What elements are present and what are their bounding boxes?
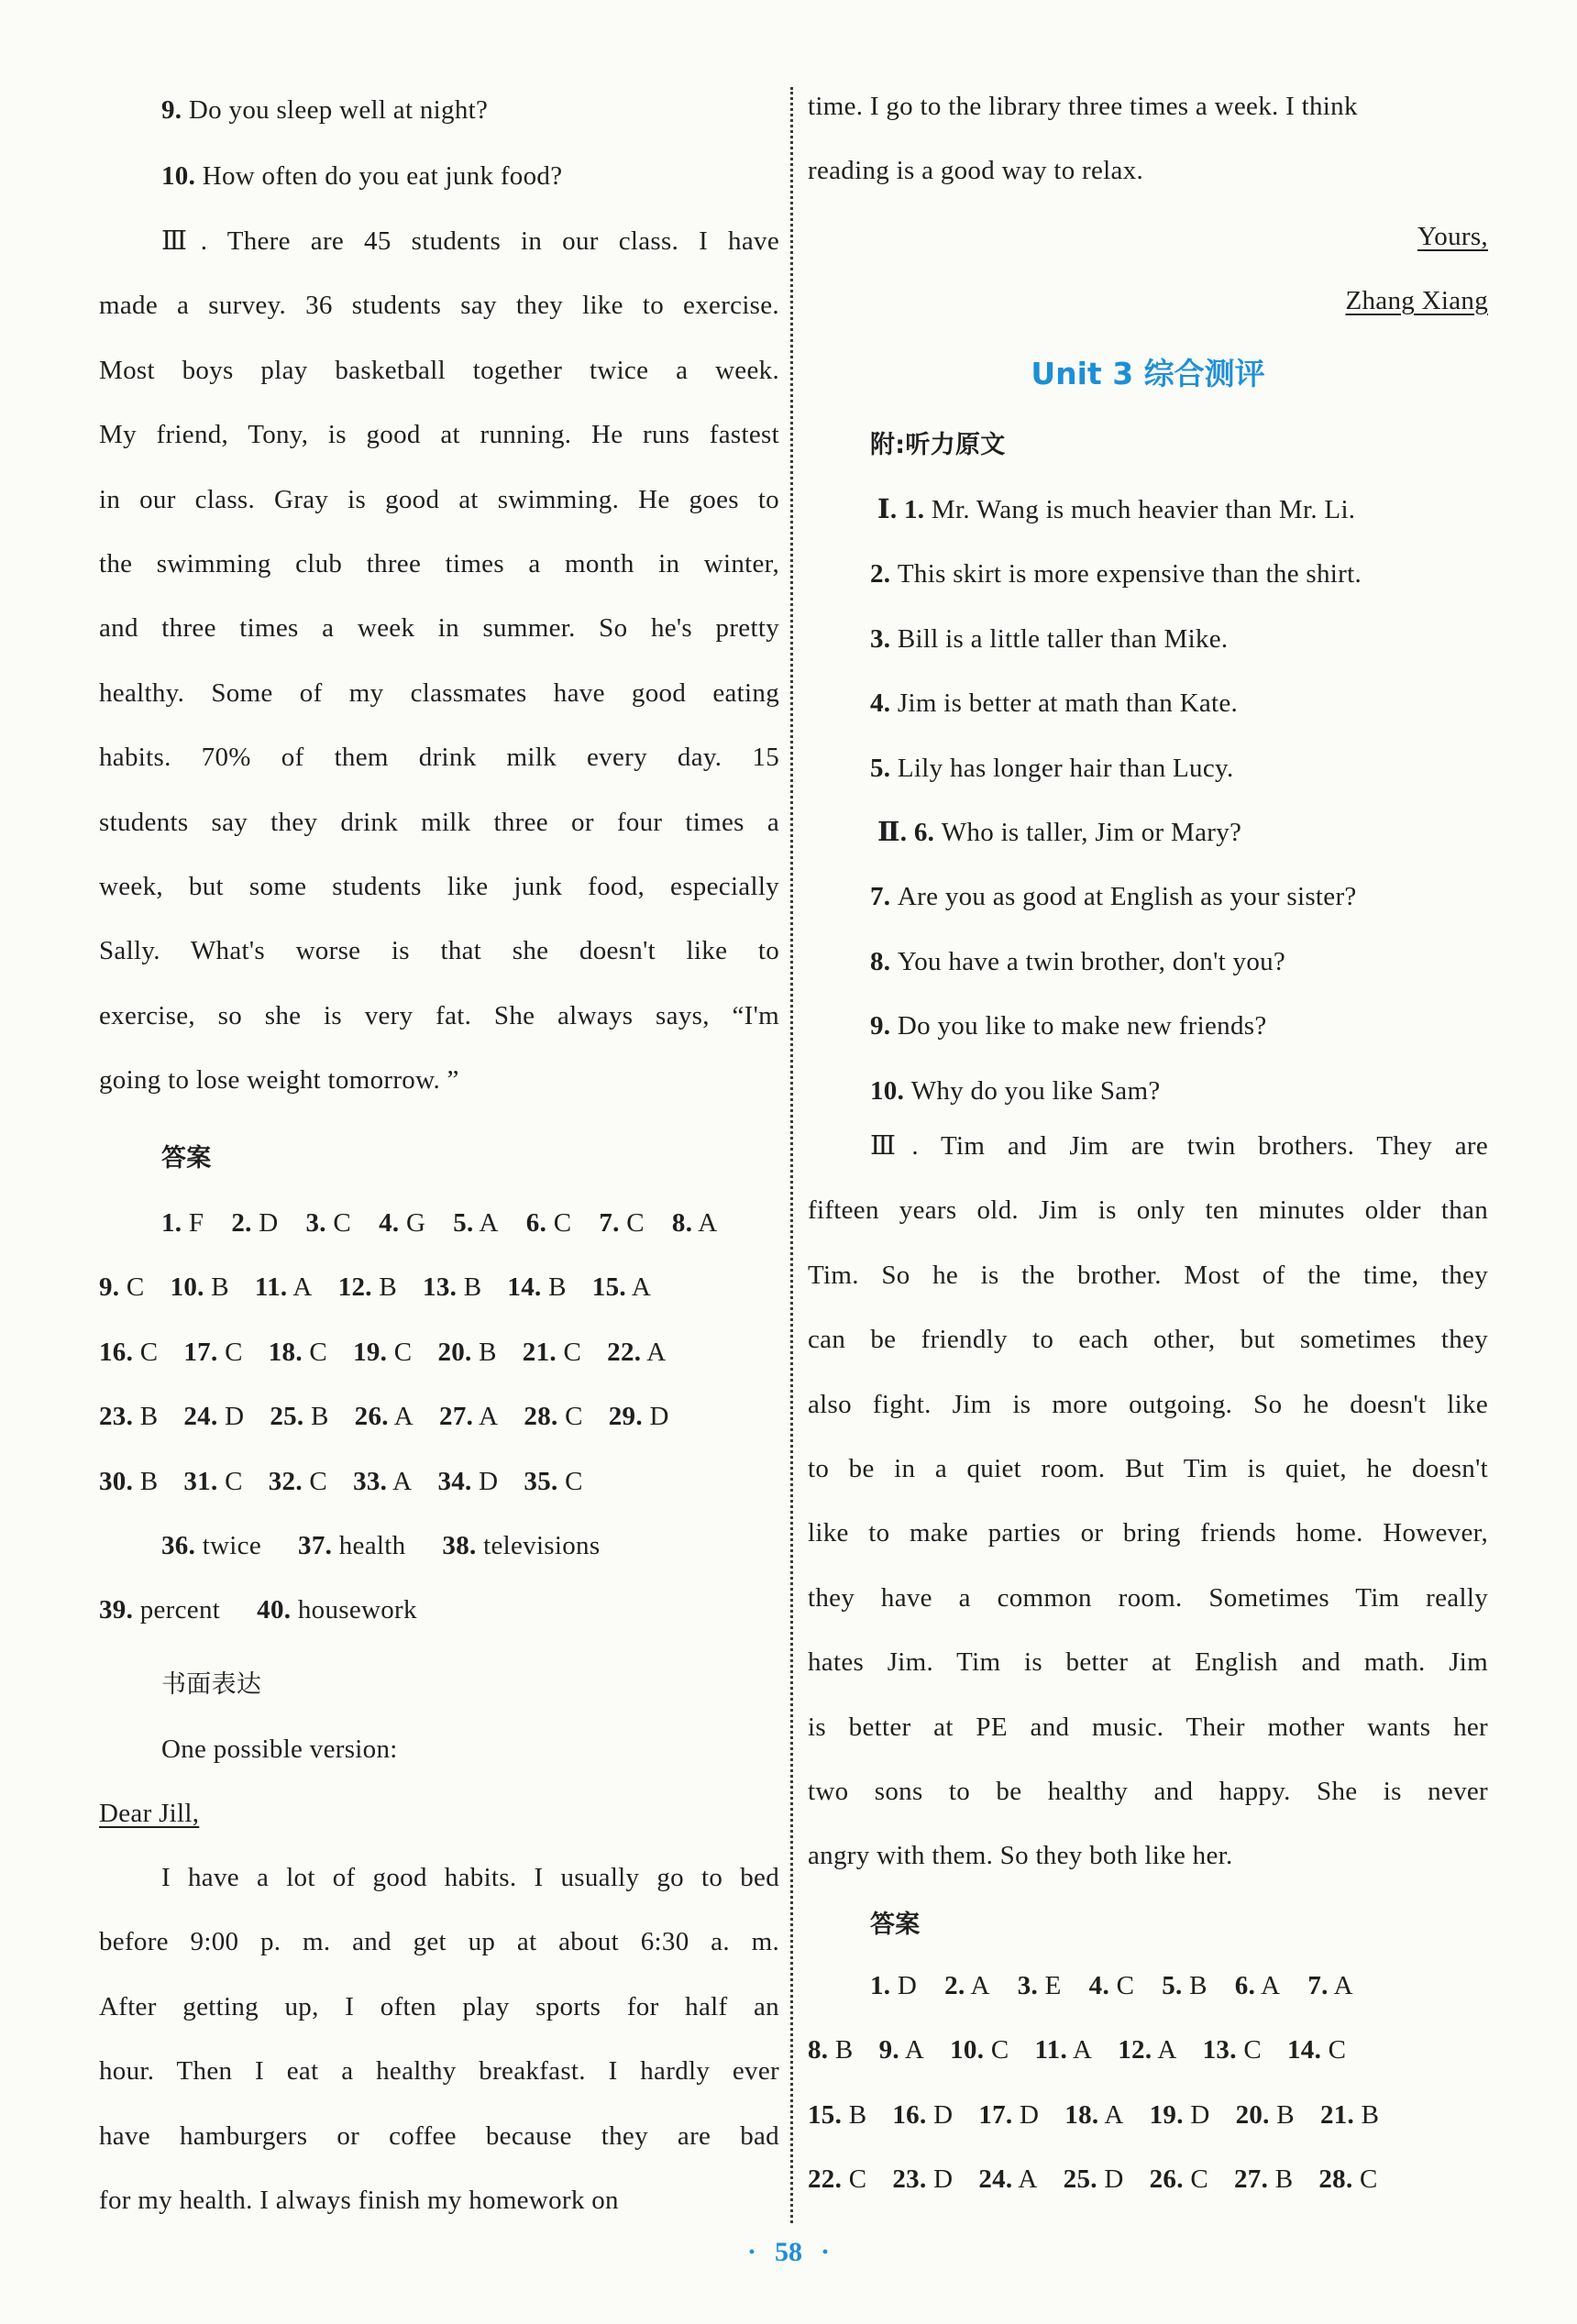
answer-value: C [619, 1208, 645, 1238]
answer-item [1118, 2032, 1176, 2068]
answer-row [99, 1463, 779, 1500]
answer-item [1150, 2161, 1208, 2197]
answer-item [99, 1592, 220, 1628]
passage-right-line: angry with them. So they both like her. [808, 1841, 1233, 1871]
answer-value: D [926, 2099, 954, 2130]
answer-value: D [926, 2164, 954, 2195]
answer-item [808, 2032, 854, 2068]
listening-item: 7. Are you as good at English as your sister? [870, 882, 1357, 912]
answer-item [978, 2097, 1039, 2133]
answer-item [1162, 1967, 1208, 2004]
answer-number: 11. [254, 1272, 288, 1303]
passage-right-line: to be in a quiet room. But Tim is quiet, he doesn't [808, 1454, 1488, 1483]
answer-number: 28. [524, 1402, 558, 1432]
answer-item [269, 1334, 327, 1371]
answer-row [99, 1334, 779, 1371]
answer-item [99, 1334, 158, 1371]
passage-line: Most boys play basketball together twice a week. [99, 355, 779, 385]
answer-number: 34. [437, 1466, 472, 1496]
answer-value: televisions [476, 1531, 601, 1560]
answer-value: A [1067, 2035, 1093, 2065]
answer-item [1064, 2097, 1123, 2133]
answer-item [379, 1205, 425, 1241]
salutation: Dear Jill, [99, 1799, 200, 1828]
answer-number: 27. [1233, 2164, 1269, 2195]
passage-right-line: Tim. So he is the brother. Most of the time, they [808, 1260, 1488, 1290]
answer-number: 15. [808, 2099, 843, 2130]
answer-number: 25. [1063, 2164, 1097, 2195]
answer-item [1236, 2097, 1295, 2133]
answer-number: 10. [950, 2035, 985, 2065]
answer-item [442, 1527, 600, 1564]
answer-item [353, 1463, 412, 1500]
listening-item: 2. This skirt is more expensive than the shirt. [870, 559, 1362, 589]
answer-item [161, 1205, 204, 1241]
answer-value: C [119, 1272, 145, 1303]
answer-item [353, 1334, 412, 1371]
answer-item [524, 1398, 582, 1435]
answer-number: 21. [522, 1337, 557, 1367]
letter-line: for my health. I always finish my homework on [99, 2186, 619, 2215]
answer-item [423, 1269, 481, 1305]
answer-value: B [133, 1466, 159, 1496]
answer-value: C [557, 1402, 583, 1432]
answer-number: 1. [161, 1208, 182, 1238]
answer-item [1203, 2032, 1262, 2068]
listening-item: 8. You have a twin brother, don't you? [870, 946, 1286, 976]
answer-item [808, 2161, 866, 2197]
answer-value: G [399, 1208, 426, 1238]
passage-right-line: they have a common room. Sometimes Tim really [808, 1582, 1488, 1613]
answer-item [944, 1967, 990, 2004]
answer-number: 5. [453, 1208, 474, 1238]
passage-right-line: is better at PE and music. Their mother wants her [808, 1712, 1488, 1742]
column-divider [790, 87, 793, 2223]
answer-value: health [332, 1531, 406, 1560]
passage-line: healthy. Some of my classmates have good eating [99, 677, 779, 708]
answer-row-right [808, 2032, 1488, 2068]
answer-value: A [388, 1402, 414, 1432]
answer-value: C [546, 1208, 572, 1238]
listening-item: 10. Why do you like Sam? [870, 1075, 1161, 1106]
answer-number: 6. [525, 1208, 547, 1238]
answer-item [1287, 2032, 1346, 2068]
answer-number: 19. [353, 1337, 388, 1367]
answer-value: B [371, 1272, 398, 1303]
passage-line: Ⅲ. There are 45 students in our class. I have [161, 226, 779, 256]
appendix-heading: 附:听力原文 [870, 431, 1006, 459]
answer-value: A [965, 1971, 990, 2000]
answer-value: housework [291, 1595, 417, 1625]
answer-number: 38. [442, 1531, 477, 1560]
answer-value: A [473, 1402, 499, 1432]
answer-number: 5. [1162, 1971, 1183, 2000]
answer-row-right [808, 1967, 1488, 2004]
answer-item [1150, 2097, 1210, 2133]
answer-value: C [302, 1466, 328, 1496]
answer-number: 6. [1234, 1971, 1256, 2000]
answer-item [437, 1334, 496, 1371]
answer-value: D [471, 1466, 499, 1496]
listening-item: 5. Lily has longer hair than Lucy. [870, 753, 1234, 783]
answer-number: 14. [1286, 2035, 1322, 2065]
answer-number: 2. [944, 1971, 965, 2000]
letter-cont-line: time. I go to the library three times a week. I think [808, 92, 1358, 121]
answer-value: A [1255, 1971, 1281, 2000]
writing-heading: 书面表达 [161, 1670, 262, 1699]
answer-number: 18. [1064, 2099, 1099, 2130]
answer-item [183, 1463, 242, 1500]
answer-number: 4. [1088, 1971, 1110, 2000]
answer-item [255, 1269, 313, 1305]
answer-item [524, 1463, 582, 1500]
answer-row [99, 1205, 779, 1241]
answer-value: A [473, 1208, 499, 1238]
answer-item [599, 1205, 645, 1241]
page-number: · 58 · [746, 2237, 831, 2267]
answer-item [870, 1967, 917, 2004]
answer-item [270, 1398, 328, 1435]
answer-number: 18. [268, 1337, 303, 1367]
answer-value: A [1152, 2035, 1177, 2065]
answer-value: D [251, 1208, 279, 1238]
question-10: 10. How often do you eat junk food? [161, 161, 563, 191]
letter-line: before 9:00 p. m. and get up at about 6:30 a. m. [99, 1927, 779, 1957]
passage-right-line: also fight. Jim is more outgoing. So he doesn't like [808, 1389, 1488, 1419]
answer-number: 27. [439, 1402, 474, 1432]
passage-line: week, but some students like junk food, especially [99, 872, 779, 901]
answer-value: B [1268, 2164, 1294, 2195]
answer-value: C [133, 1337, 159, 1367]
answer-value: D [1183, 2099, 1210, 2130]
answer-value: C [387, 1337, 413, 1367]
answer-number: 17. [978, 2099, 1013, 2130]
passage-line: going to lose weight tomorrow. ” [99, 1065, 459, 1096]
answer-number: 3. [305, 1208, 326, 1238]
answer-value: E [1038, 1971, 1062, 2000]
passage-right-line: fifteen years old. Jim is only ten minutes older than [808, 1195, 1488, 1226]
answer-number: 21. [1319, 2099, 1355, 2130]
answer-value: twice [195, 1531, 262, 1560]
answer-number: 7. [1307, 1971, 1329, 2000]
answer-number: 32. [268, 1466, 303, 1496]
answer-item [99, 1269, 145, 1305]
answer-number: 13. [1202, 2035, 1237, 2065]
answer-number: 13. [423, 1272, 458, 1303]
listening-item: Ⅰ. 1. Mr. Wang is much heavier than Mr. Li. [877, 495, 1356, 524]
answer-value: A [899, 2035, 925, 2065]
answer-item [1089, 1967, 1135, 2004]
answer-number: 15. [591, 1272, 626, 1303]
answer-value: A [641, 1337, 667, 1367]
answer-value: B [828, 2035, 854, 2065]
answer-number: 26. [1149, 2164, 1184, 2195]
answer-value: A [692, 1208, 718, 1238]
answer-value: C [1321, 2035, 1347, 2065]
answer-item [298, 1527, 405, 1564]
answer-item [1064, 2161, 1124, 2197]
answer-item [338, 1269, 397, 1305]
answer-number: 10. [170, 1272, 204, 1303]
answer-value: D [1097, 2164, 1124, 2195]
answer-item [526, 1205, 572, 1241]
answer-value: B [1269, 2099, 1295, 2130]
answer-number: 39. [99, 1595, 134, 1625]
answer-number: 16. [99, 1337, 134, 1367]
answer-item [507, 1269, 566, 1305]
answer-number: 22. [607, 1337, 642, 1367]
answer-value: C [302, 1337, 328, 1367]
answer-item [1320, 2097, 1379, 2133]
answer-number: 12. [337, 1272, 372, 1303]
answer-item [257, 1592, 417, 1628]
passage-right-line: Ⅲ. Tim and Jim are twin brothers. They are [870, 1131, 1488, 1161]
answer-value: B [471, 1337, 497, 1367]
answer-item [892, 2097, 953, 2133]
fill-row [99, 1527, 779, 1564]
answer-item [231, 1205, 278, 1241]
answer-row-right [808, 2097, 1488, 2133]
answer-item [1318, 2161, 1377, 2197]
answer-row-right [808, 2161, 1488, 2197]
answer-number: 36. [161, 1531, 196, 1560]
answer-value: C [1109, 1971, 1135, 2000]
passage-line: the swimming club three times a month in winter, [99, 549, 779, 578]
unit-title: Unit 3 综合测评 [1031, 356, 1265, 391]
listening-item: 9. Do you like to make new friends? [870, 1011, 1267, 1041]
answer-value: B [541, 1272, 567, 1303]
answer-number: 1. [870, 1971, 891, 2000]
answer-item [269, 1463, 327, 1500]
answer-number: 11. [1034, 2035, 1068, 2065]
answer-item [1018, 1967, 1062, 2004]
letter-line: I have a lot of good habits. I usually go to bed [161, 1863, 779, 1892]
answer-value: A [387, 1466, 413, 1496]
answer-value: C [1352, 2164, 1378, 2195]
answer-value: C [556, 1337, 582, 1367]
answer-item [439, 1398, 498, 1435]
answers-heading: 答案 [161, 1144, 212, 1173]
answer-value: percent [133, 1595, 221, 1625]
answer-number: 31. [183, 1466, 218, 1496]
answer-value: C [984, 2035, 1009, 2065]
passage-line: made a survey. 36 students say they like to exercise. [99, 291, 779, 321]
answer-value: C [217, 1466, 243, 1496]
closing: Yours, [1417, 222, 1488, 251]
possible-version: One possible version: [161, 1735, 398, 1764]
answer-value: B [842, 2099, 867, 2130]
passage-line: in our class. Gray is good at swimming. He goes to [99, 484, 779, 514]
answer-value: F [182, 1208, 204, 1238]
letter-line: have hamburgers or coffee because they are bad [99, 2120, 779, 2151]
answer-number: 26. [354, 1402, 389, 1432]
answer-item [672, 1205, 718, 1241]
answer-item [437, 1463, 498, 1500]
answer-value: B [457, 1272, 482, 1303]
answer-value: B [303, 1402, 329, 1432]
answer-number: 25. [270, 1402, 304, 1432]
answer-item [978, 2161, 1037, 2197]
answer-number: 24. [183, 1402, 218, 1432]
answer-number: 17. [183, 1337, 218, 1367]
answer-item [99, 1398, 158, 1435]
answer-item [99, 1463, 158, 1500]
answer-value: A [1012, 2164, 1038, 2195]
answer-value: B [133, 1402, 159, 1432]
answer-number: 4. [379, 1208, 400, 1238]
answer-number: 2. [231, 1208, 252, 1238]
letter-cont-line: reading is a good way to relax. [808, 156, 1144, 186]
answer-item [183, 1334, 242, 1371]
answer-value: A [1098, 2099, 1124, 2130]
passage-right-line: like to make parties or bring friends home. However, [808, 1518, 1488, 1548]
answer-item [1034, 2032, 1092, 2068]
passage-line: habits. 70% of them drink milk every day. 15 [99, 743, 779, 773]
answer-number: 8. [671, 1208, 693, 1238]
answer-value: D [642, 1402, 669, 1432]
signature: Zhang Xiang [1345, 286, 1488, 315]
answer-item [171, 1269, 229, 1305]
answer-number: 33. [353, 1466, 388, 1496]
fill-row [99, 1592, 779, 1628]
answer-value: D [890, 1971, 918, 2000]
answer-number: 22. [808, 2164, 843, 2195]
answer-item [592, 1269, 651, 1305]
listening-item: 4. Jim is better at math than Kate. [870, 688, 1239, 719]
answer-item [355, 1398, 414, 1435]
answer-number: 19. [1149, 2099, 1184, 2130]
passage-line: exercise, so she is very fat. She always says, “I'm [99, 1000, 779, 1030]
answer-item [892, 2161, 953, 2197]
answer-number: 12. [1118, 2035, 1152, 2065]
answer-number: 30. [99, 1466, 134, 1496]
answer-item [808, 2097, 866, 2133]
answer-number: 23. [892, 2164, 927, 2195]
answer-number: 7. [599, 1208, 620, 1238]
answer-value: C [842, 2164, 867, 2195]
answer-item [609, 1398, 669, 1435]
answer-value: C [325, 1208, 352, 1238]
answer-number: 37. [298, 1531, 333, 1560]
answer-value: B [1182, 1971, 1208, 2000]
answer-value: C [1183, 2164, 1208, 2195]
answer-item [607, 1334, 666, 1371]
answer-value: A [625, 1272, 652, 1303]
answer-value: D [217, 1402, 245, 1432]
answer-number: 24. [978, 2164, 1013, 2195]
answer-number: 9. [878, 2035, 899, 2065]
listening-item: 3. Bill is a little taller than Mike. [870, 623, 1229, 654]
answer-number: 40. [257, 1595, 292, 1625]
answer-item [183, 1398, 244, 1435]
letter-line: hour. Then I eat a healthy breakfast. I hardly ever [99, 2056, 779, 2087]
answer-item [1307, 1967, 1353, 2004]
answer-value: C [1236, 2035, 1262, 2065]
answer-row [99, 1269, 779, 1305]
passage-line: and three times a week in summer. So he's pretty [99, 613, 779, 644]
answer-value: B [204, 1272, 229, 1303]
passage-line: students say they drink milk three or four times a [99, 807, 779, 837]
passage-line: Sally. What's worse is that she doesn't like to [99, 936, 779, 966]
answer-number: 20. [1235, 2099, 1270, 2130]
answer-item [879, 2032, 925, 2068]
answer-number: 20. [437, 1337, 472, 1367]
answer-item [453, 1205, 499, 1241]
passage-right-line: can be friendly to each other, but sometimes they [808, 1325, 1488, 1355]
question-9: 9. Do you sleep well at night? [161, 95, 489, 125]
answer-number: 8. [808, 2035, 829, 2065]
answer-number: 16. [892, 2099, 927, 2130]
answer-value: B [1354, 2099, 1380, 2130]
passage-line: My friend, Tony, is good at running. He runs fastest [99, 420, 779, 450]
answer-value: A [287, 1272, 313, 1303]
answer-number: 14. [507, 1272, 542, 1303]
answer-row [99, 1398, 779, 1435]
answer-value: C [557, 1466, 583, 1496]
passage-right-line: two sons to be healthy and happy. She is never [808, 1777, 1488, 1806]
answer-value: D [1012, 2099, 1040, 2130]
letter-line: After getting up, I often play sports for half an [99, 1991, 779, 2021]
answer-item [161, 1527, 261, 1564]
passage-right-line: hates Jim. Tim is better at English and math. Jim [808, 1647, 1488, 1678]
answer-item [1234, 2161, 1293, 2197]
answer-value: C [217, 1337, 243, 1367]
answer-item [950, 2032, 1009, 2068]
answer-number: 9. [99, 1272, 120, 1303]
answer-number: 3. [1017, 1971, 1039, 2000]
answer-number: 23. [99, 1402, 134, 1432]
answer-number: 35. [524, 1466, 558, 1496]
answer-number: 29. [608, 1402, 643, 1432]
answers-heading-right: 答案 [870, 1911, 921, 1939]
answer-item [306, 1205, 352, 1241]
answer-value: A [1328, 1971, 1353, 2000]
answer-item [1235, 1967, 1281, 2004]
answer-number: 28. [1318, 2164, 1353, 2195]
answer-item [523, 1334, 581, 1371]
listening-item: Ⅱ. 6. Who is taller, Jim or Mary? [877, 818, 1242, 847]
